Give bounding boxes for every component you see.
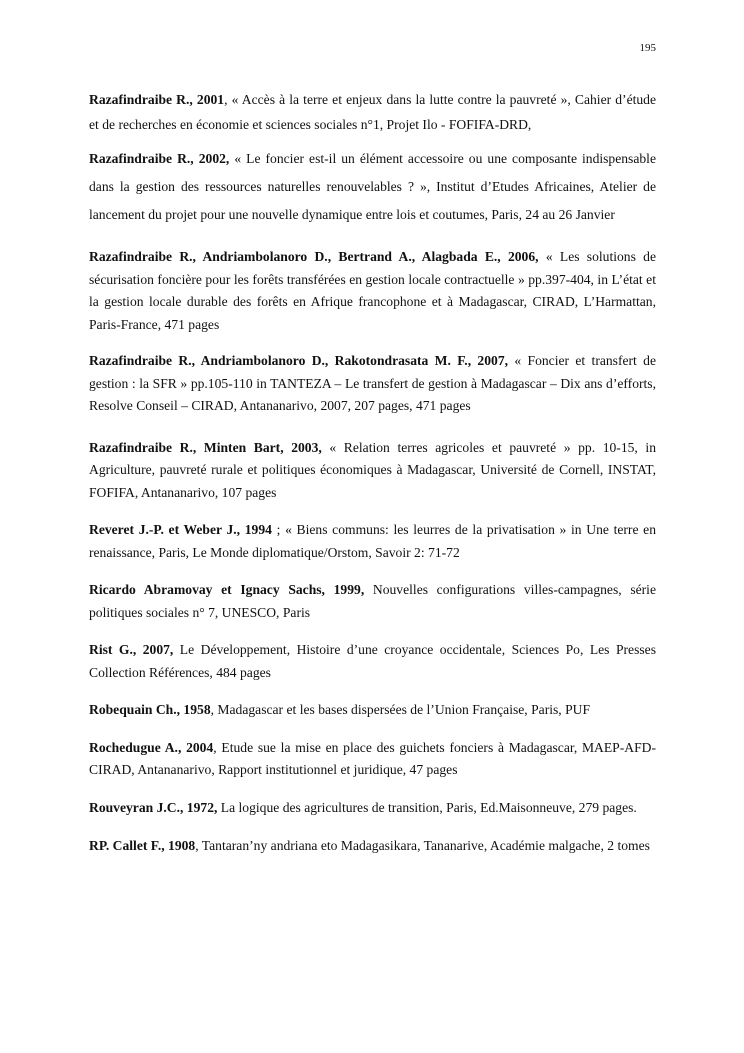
reference-author: Razafindraibe R., 2001	[89, 92, 225, 107]
reference-text: « Les solutions de sécurisation foncière pour les forêts transférées en gestion locale contractuelle » pp.397-404, in L’état et la gestion locale durable des forêts en Afrique francophone et à Madagascar, CIRAD, L’Harmattan, Paris-France, 471 pages	[89, 249, 656, 332]
reference-entry	[89, 87, 656, 137]
reference-author: Ricardo Abramovay et Ignacy Sachs, 1999,	[89, 582, 365, 597]
reference-text: Nouvelles configurations villes-campagnes, série politiques sociales n° 7, UNESCO, Paris	[89, 582, 656, 620]
reference-text: Le Développement, Histoire d’une croyance occidentale, Sciences Po, Les Presses Collection Références, 484 pages	[89, 642, 656, 680]
reference-entry	[89, 145, 656, 229]
reference-author: Razafindraibe R., Minten Bart, 2003,	[89, 439, 322, 455]
reference-entry	[89, 835, 656, 858]
bibliography-list	[89, 87, 656, 858]
reference-author: RP. Callet F., 1908	[89, 838, 196, 853]
reference-author: Razafindraibe R., Andriambolanoro D., Rakotondrasata M. F., 2007,	[89, 353, 509, 368]
reference-entry	[89, 797, 656, 820]
reference-entry	[89, 699, 656, 722]
reference-entry	[89, 437, 656, 505]
reference-text: , Tantaran’ny andriana eto Madagasikara, Tananarive, Académie malgache, 2 tomes	[195, 838, 650, 853]
reference-text: « Relation terres agricoles et pauvreté » pp. 10-15, in Agriculture, pauvreté rurale et politiques économiques à Madagascar, Université de Cornell, INSTAT, FOFIFA, Antananarivo, 107 pages	[89, 439, 656, 500]
reference-author: Razafindraibe R., Andriambolanoro D., Bertrand A., Alagbada E., 2006,	[89, 249, 539, 264]
reference-author: Rist G., 2007,	[89, 642, 174, 657]
reference-author: Rouveyran J.C., 1972,	[89, 799, 218, 815]
reference-entry	[89, 737, 656, 782]
reference-author: Rochedugue A., 2004	[89, 739, 214, 755]
reference-text: , Madagascar et les bases dispersées de l’Union Française, Paris, PUF	[210, 702, 591, 717]
reference-text: La logique des agricultures de transition, Paris, Ed.Maisonneuve, 279 pages.	[217, 799, 637, 815]
reference-entry	[89, 246, 656, 336]
reference-entry	[89, 579, 656, 624]
reference-entry	[89, 639, 656, 684]
reference-author: Robequain Ch., 1958	[89, 702, 211, 717]
reference-entry	[89, 519, 656, 564]
reference-text: ; « Biens communs: les leurres de la privatisation » in Une terre en renaissance, Paris, Le Monde diplomatique/Orstom, Savoir 2: 71-72	[89, 522, 656, 560]
reference-text: , « Accès à la terre et enjeux dans la lutte contre la pauvreté », Cahier d’étude et de recherches en économie et sciences sociales n°1, Projet Ilo - FOFIFA-DRD,	[89, 92, 657, 132]
reference-text: « Le foncier est-il un élément accessoire ou une composante indispensable dans la gestion des ressources naturelles renouvelables ? », Institut d’Etudes Africaines, Atelier de lancement du projet pour une nouvelle dynamique entre lois et coutumes, Paris, 24 au 26 Janvier	[89, 151, 656, 222]
reference-text: , Etude sue la mise en place des guichets fonciers à Madagascar, MAEP-AFD-CIRAD, Antananarivo, Rapport institutionnel et juridique, 47 pages	[89, 739, 656, 777]
page-number: 195	[639, 42, 656, 54]
reference-author: Razafindraibe R., 2002,	[89, 151, 230, 166]
reference-author: Reveret J.-P. et Weber J., 1994	[89, 522, 272, 537]
reference-entry	[89, 350, 656, 418]
reference-text: « Foncier et transfert de gestion : la SFR » pp.105-110 in TANTEZA – Le transfert de gestion à Madagascar – Dix ans d’efforts, Resolve Conseil – CIRAD, Antananarivo, 2007, 207 pages, 471 pages	[89, 353, 657, 413]
